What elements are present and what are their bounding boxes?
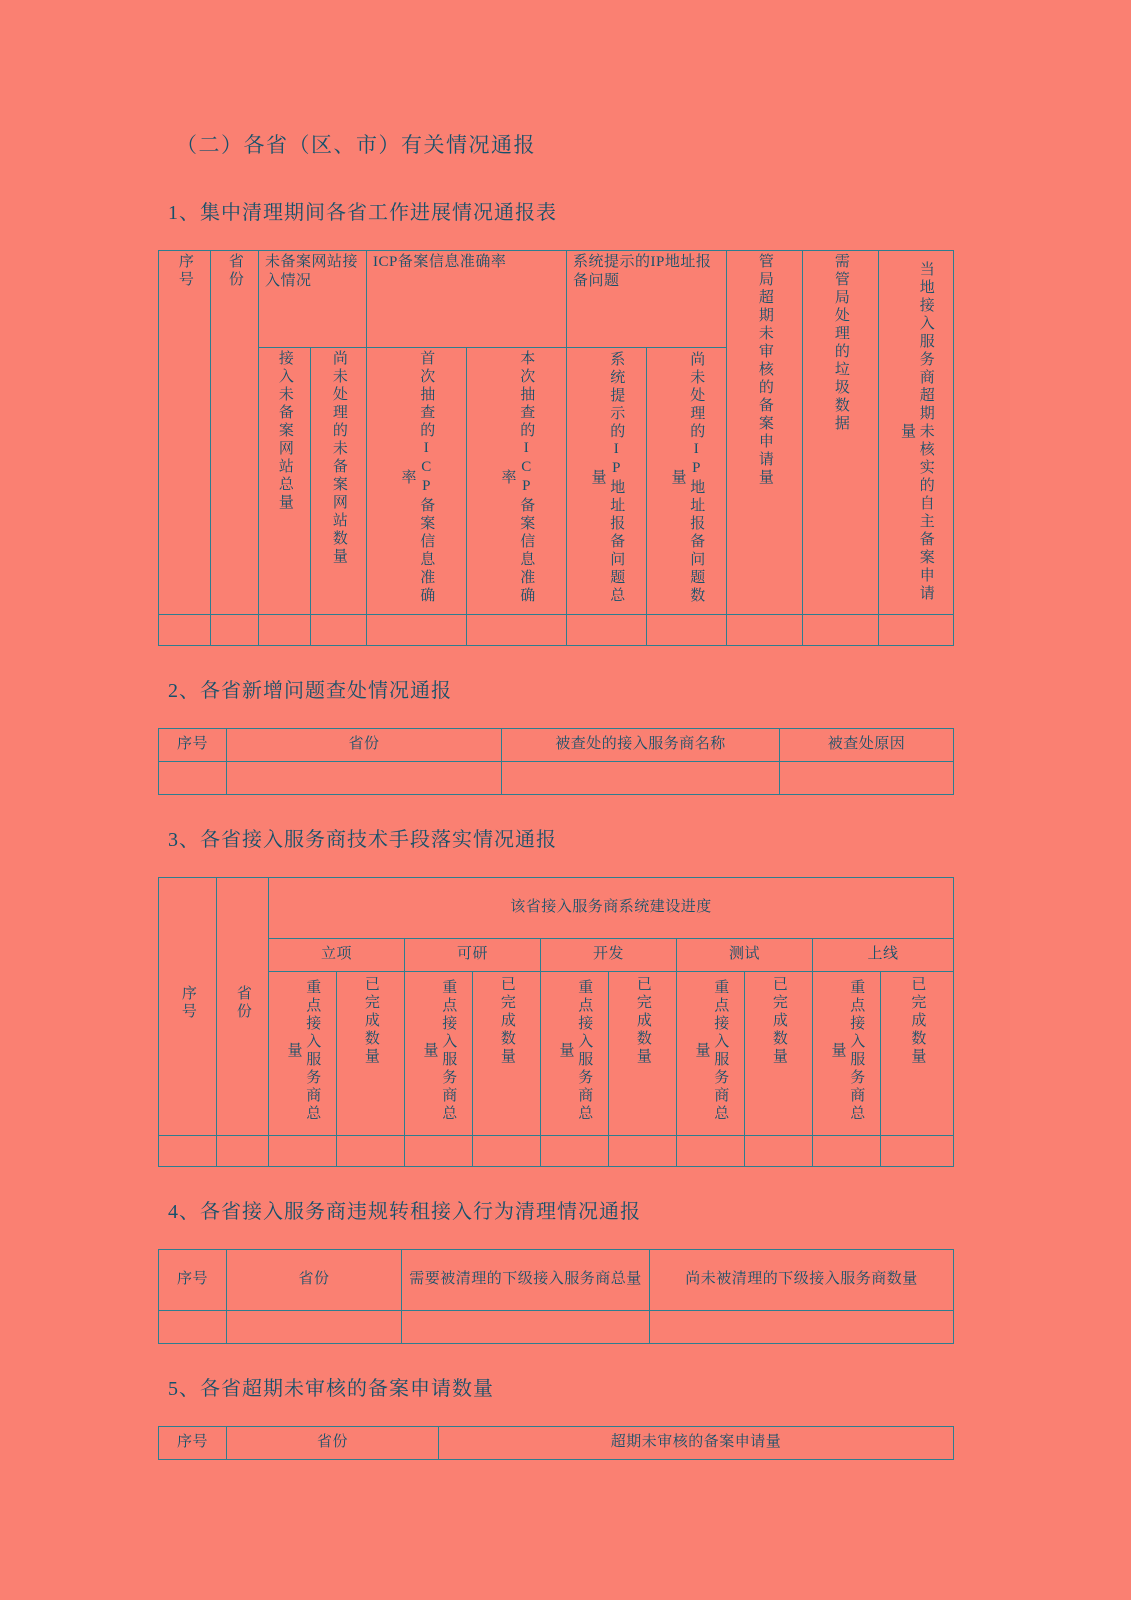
th-seq: 序号 [159, 250, 211, 615]
cell [650, 1311, 954, 1344]
th-province: 省份 [217, 878, 269, 1136]
th-province: 省份 [227, 1427, 439, 1460]
table-row [159, 972, 954, 1136]
table-row [159, 1311, 954, 1344]
th-overdue-review: 管局超期未审核的备案申请量 [727, 250, 803, 615]
document-content [158, 130, 958, 1460]
th-seq: 序号 [159, 878, 217, 1136]
cell [405, 1136, 473, 1167]
cell [609, 1136, 677, 1167]
th-stage-3: 开发 [541, 939, 677, 972]
cell [337, 1136, 405, 1167]
th-stage-4: 测试 [677, 939, 813, 972]
th-total-4: 重点接入服务商总量 [677, 972, 745, 1136]
table-progress-report [158, 250, 954, 647]
table-overdue-applications [158, 1426, 954, 1460]
table-row [159, 615, 954, 646]
cell [159, 1136, 217, 1167]
cell [647, 615, 727, 646]
th-done-1: 已完成数量 [337, 972, 405, 1136]
cell [745, 1136, 813, 1167]
table-row [159, 250, 954, 347]
cell [473, 1136, 541, 1167]
th-seq: 序号 [159, 1427, 227, 1460]
cell [502, 762, 780, 795]
th-total-5: 重点接入服务商总量 [813, 972, 881, 1136]
th-stage-1: 立项 [269, 939, 405, 972]
th-stage-2: 可研 [405, 939, 541, 972]
table-technical-measures [158, 877, 954, 1167]
th-not-cleaned-count: 尚未被清理的下级接入服务商数量 [650, 1250, 954, 1311]
th-stage-5: 上线 [813, 939, 954, 972]
section-5-title: 5、各省超期未审核的备案申请数量 [168, 1378, 494, 1401]
table-row [159, 1250, 954, 1311]
th-c5: 系统提示的IP地址报备问题总量 [567, 347, 647, 615]
th-overdue-count: 超期未审核的备案申请量 [439, 1427, 954, 1460]
table-new-issues [158, 728, 954, 795]
th-c3: 首次抽查的ICP备案信息准确率 [367, 347, 467, 615]
table-row [159, 1136, 954, 1167]
table-row [159, 878, 954, 939]
th-c6: 尚未处理的IP地址报备问题数量 [647, 347, 727, 615]
th-done-3: 已完成数量 [609, 972, 677, 1136]
cell [259, 615, 311, 646]
cell [159, 762, 227, 795]
th-c2: 尚未处理的未备案网站数量 [311, 347, 367, 615]
table-row [159, 762, 954, 795]
table-row [159, 729, 954, 762]
cell [780, 762, 954, 795]
cell [217, 1136, 269, 1167]
th-c1: 接入未备案网站总量 [259, 347, 311, 615]
th-garbage-data: 需管局处理的垃圾数据 [803, 250, 879, 615]
table-row [159, 939, 954, 972]
th-provider-name: 被查处的接入服务商名称 [502, 729, 780, 762]
table-row [159, 1427, 954, 1460]
cell [541, 1136, 609, 1167]
th-local-overdue: 当地接入服务商超期未核实的自主备案申请量 [879, 250, 954, 615]
section-4-title: 4、各省接入服务商违规转租接入行为清理情况通报 [168, 1201, 641, 1224]
cell [727, 615, 803, 646]
th-seq: 序号 [159, 1250, 227, 1311]
page-title: （二）各省（区、市）有关情况通报 [176, 133, 536, 157]
th-ip-issues: 系统提示的IP地址报备问题 [567, 250, 727, 347]
section-1-title: 1、集中清理期间各省工作进展情况通报表 [168, 201, 557, 224]
cell [367, 615, 467, 646]
cell [813, 1136, 881, 1167]
cell [567, 615, 647, 646]
th-need-cleanup-total: 需要被清理的下级接入服务商总量 [402, 1250, 650, 1311]
cell [803, 615, 879, 646]
cell [159, 1311, 227, 1344]
th-done-5: 已完成数量 [881, 972, 954, 1136]
cell [269, 1136, 337, 1167]
th-c4: 本次抽查的ICP备案信息准确率 [467, 347, 567, 615]
section-3-title: 3、各省接入服务商技术手段落实情况通报 [168, 829, 557, 852]
cell [159, 615, 211, 646]
cell [211, 615, 259, 646]
th-seq: 序号 [159, 729, 227, 762]
table-sublease-cleanup [158, 1249, 954, 1344]
cell [227, 1311, 402, 1344]
th-province: 省份 [211, 250, 259, 615]
th-total-3: 重点接入服务商总量 [541, 972, 609, 1136]
th-done-2: 已完成数量 [473, 972, 541, 1136]
cell [881, 1136, 954, 1167]
th-province: 省份 [227, 1250, 402, 1311]
th-total-2: 重点接入服务商总量 [405, 972, 473, 1136]
th-total-1: 重点接入服务商总量 [269, 972, 337, 1136]
cell [467, 615, 567, 646]
th-province: 省份 [227, 729, 502, 762]
th-unregistered: 未备案网站接入情况 [259, 250, 367, 347]
cell [311, 615, 367, 646]
th-group: 该省接入服务商系统建设进度 [269, 878, 954, 939]
cell [227, 762, 502, 795]
th-icp-accuracy: ICP备案信息准确率 [367, 250, 567, 347]
th-reason: 被查处原因 [780, 729, 954, 762]
th-done-4: 已完成数量 [745, 972, 813, 1136]
cell [879, 615, 954, 646]
cell [677, 1136, 745, 1167]
cell [402, 1311, 650, 1344]
section-2-title: 2、各省新增问题查处情况通报 [168, 680, 452, 703]
